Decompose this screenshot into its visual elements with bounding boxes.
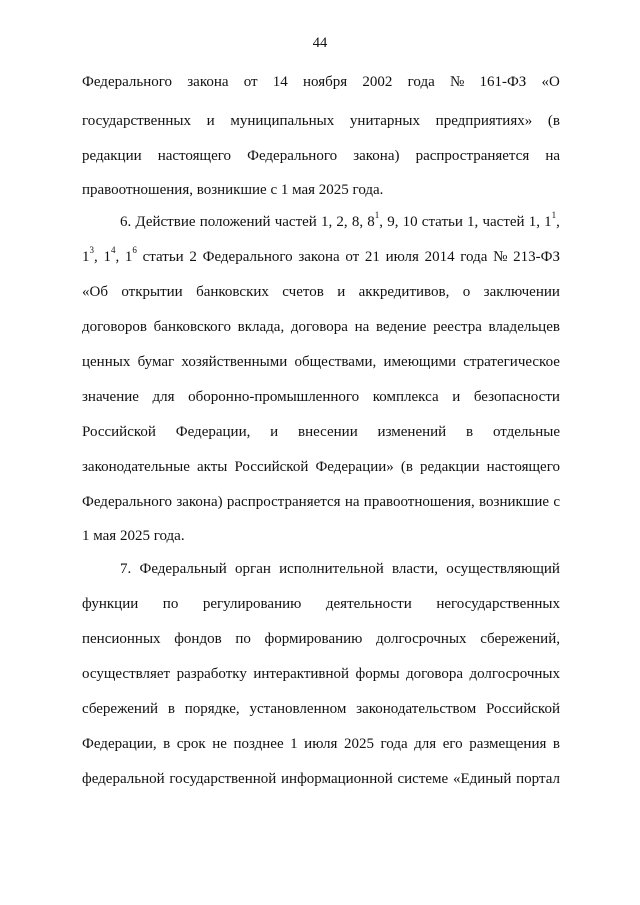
- word: года: [380, 736, 408, 752]
- word: в: [167, 701, 175, 717]
- word: договора: [406, 666, 464, 682]
- word: закона: [298, 249, 340, 265]
- word: Федерации,: [175, 424, 251, 440]
- word: орган: [235, 561, 271, 577]
- text-line: [82, 110, 560, 132]
- text-line: [82, 316, 560, 338]
- word: года: [407, 74, 435, 90]
- word: 1: [290, 736, 298, 752]
- word: Российской: [486, 701, 560, 717]
- word: и: [206, 113, 215, 129]
- text-line: [120, 211, 560, 233]
- word: Федерального: [82, 494, 173, 510]
- word: фондов: [174, 631, 222, 647]
- line-text: правоотношения, возникшие с 1 мая 2025 года.: [82, 182, 384, 198]
- word: (в: [547, 113, 560, 129]
- word: 7.: [120, 561, 132, 577]
- word: и: [452, 389, 461, 405]
- word: ценных: [82, 354, 131, 370]
- word: частей: [274, 214, 317, 230]
- word: не: [212, 736, 227, 752]
- word: Федерального: [202, 249, 293, 265]
- word: его: [442, 736, 463, 752]
- word: регулированию: [202, 596, 302, 612]
- word: 21: [364, 249, 380, 265]
- word: в: [163, 736, 171, 752]
- word: года: [460, 249, 488, 265]
- text-line: [82, 456, 560, 478]
- word: владельцев: [488, 319, 560, 335]
- word: на: [354, 319, 370, 335]
- word: 1,: [528, 214, 540, 230]
- word: функции: [82, 596, 139, 612]
- word: срок: [176, 736, 206, 752]
- word: на: [545, 148, 560, 164]
- page-number: 44: [312, 35, 328, 51]
- word: унитарных: [349, 113, 420, 129]
- word: размещения: [469, 736, 547, 752]
- word: редакции: [419, 459, 480, 475]
- text-line: [82, 768, 560, 790]
- word: реестра: [433, 319, 482, 335]
- word: порядке,: [184, 701, 240, 717]
- word: стратегическое: [463, 354, 560, 370]
- word: в: [466, 424, 474, 440]
- word: Федерации»: [315, 459, 394, 475]
- text-line: [82, 145, 560, 167]
- word: 1,: [321, 214, 333, 230]
- word: «Единый: [452, 771, 512, 787]
- word: законодательством: [356, 701, 477, 717]
- text-line: [82, 698, 560, 720]
- text-line: [82, 71, 560, 93]
- word: 9,: [387, 214, 399, 230]
- word: счетов: [282, 284, 324, 300]
- word: 2: [189, 249, 197, 265]
- word: Федеральный: [139, 561, 227, 577]
- word: 161-ФЗ: [479, 74, 527, 90]
- word: правоотношения,: [363, 494, 475, 510]
- word: осуществляет: [82, 666, 171, 682]
- word: Федерального: [247, 148, 338, 164]
- word: установленном: [249, 701, 347, 717]
- text-line: [82, 179, 560, 201]
- word: осуществляющий: [446, 561, 560, 577]
- word: отдельные: [492, 424, 560, 440]
- word: $1^4$,: [103, 245, 120, 265]
- word: 213-ФЗ: [513, 249, 560, 265]
- word: $1^6$: [124, 245, 137, 265]
- word: позднее: [233, 736, 284, 752]
- word: формы: [355, 666, 400, 682]
- word: договоров: [82, 319, 147, 335]
- word: июля: [385, 249, 419, 265]
- word: обществами,: [294, 354, 377, 370]
- word: распространяется: [415, 148, 530, 164]
- word: $1^1$,: [544, 210, 560, 230]
- word: Федерального: [82, 74, 173, 90]
- text-line: [82, 281, 560, 303]
- word: закона): [176, 494, 223, 510]
- word: оборонно-промышленного: [188, 389, 360, 405]
- word: возникшие: [479, 494, 550, 510]
- word: и: [270, 424, 279, 440]
- word: Федерации,: [82, 736, 157, 752]
- word: внесении: [298, 424, 358, 440]
- word: разработку: [176, 666, 247, 682]
- word: открытии: [121, 284, 183, 300]
- word: исполнительной: [279, 561, 384, 577]
- word: информационной: [281, 771, 393, 787]
- word: комплекса: [372, 389, 439, 405]
- word: ведение: [375, 319, 427, 335]
- word: (в: [400, 459, 413, 475]
- word: настоящего: [157, 148, 232, 164]
- word: банковских: [196, 284, 269, 300]
- word: 2002: [362, 74, 393, 90]
- word: закона: [187, 74, 229, 90]
- word: акты: [196, 459, 228, 475]
- word: положений: [199, 214, 271, 230]
- word: 10: [402, 214, 418, 230]
- word: портал: [516, 771, 560, 787]
- word: для: [414, 736, 437, 752]
- word: от: [243, 74, 258, 90]
- word: статьи: [142, 249, 184, 265]
- word: сбережений,: [480, 631, 560, 647]
- word: деятельности: [325, 596, 412, 612]
- word: 1,: [467, 214, 479, 230]
- word: статьи: [421, 214, 463, 230]
- text-line: [82, 386, 560, 408]
- word: значение: [82, 389, 139, 405]
- word: «Об: [82, 284, 108, 300]
- word: закона): [353, 148, 400, 164]
- word: 2,: [336, 214, 348, 230]
- word: вклада,: [237, 319, 285, 335]
- word: Действие: [135, 214, 196, 230]
- text-line: [82, 733, 560, 755]
- word: власти,: [391, 561, 439, 577]
- word: банковского: [153, 319, 231, 335]
- word: $1^3$,: [82, 245, 98, 265]
- text-line: [82, 525, 560, 547]
- word: редакции: [82, 148, 142, 164]
- word: имеющими: [383, 354, 456, 370]
- word: для: [152, 389, 175, 405]
- word: и: [337, 284, 346, 300]
- word: муниципальных: [230, 113, 335, 129]
- word: формированию: [264, 631, 363, 647]
- text-line: [82, 246, 560, 268]
- text-line: [82, 628, 560, 650]
- text-line: [82, 421, 560, 443]
- word: по: [162, 596, 179, 612]
- word: о: [462, 284, 471, 300]
- word: бумаг: [137, 354, 175, 370]
- word: договора: [290, 319, 348, 335]
- word: 14: [272, 74, 288, 90]
- word: по: [235, 631, 251, 647]
- word: государственных: [82, 113, 191, 129]
- text-line: [120, 558, 560, 580]
- word: июля: [304, 736, 338, 752]
- word: «О: [541, 74, 560, 90]
- word: частей: [482, 214, 525, 230]
- word: на: [344, 494, 360, 510]
- word: Российской: [234, 459, 309, 475]
- word: законодательные: [82, 459, 190, 475]
- word: №: [449, 74, 465, 90]
- word: настоящего: [486, 459, 560, 475]
- word: изменений: [377, 424, 447, 440]
- word: с: [553, 494, 560, 510]
- word: $8^1$,: [367, 210, 384, 230]
- word: распространяется: [226, 494, 341, 510]
- text-line: [82, 593, 560, 615]
- word: безопасности: [473, 389, 560, 405]
- word: пенсионных: [82, 631, 161, 647]
- word: в: [552, 736, 560, 752]
- word: заключении: [483, 284, 560, 300]
- word: Российской: [82, 424, 156, 440]
- word: 8,: [351, 214, 364, 230]
- line-text: 1 мая 2025 года.: [82, 528, 185, 544]
- text-line: [82, 663, 560, 685]
- text-line: [82, 491, 560, 513]
- word: 2025: [343, 736, 374, 752]
- word: предприятиях»: [435, 113, 533, 129]
- word: ноября: [303, 74, 348, 90]
- word: аккредитивов,: [358, 284, 450, 300]
- word: от: [345, 249, 360, 265]
- word: системе: [397, 771, 449, 787]
- word: 2014: [424, 249, 455, 265]
- word: интерактивной: [253, 666, 350, 682]
- word: долгосрочных: [376, 631, 467, 647]
- word: хозяйственными: [181, 354, 288, 370]
- word: долгосрочных: [469, 666, 560, 682]
- word: государственной: [169, 771, 277, 787]
- word: сбережений: [82, 701, 158, 717]
- text-line: [82, 351, 560, 373]
- word: №: [493, 249, 508, 265]
- word: негосударственных: [436, 596, 560, 612]
- word: 6.: [120, 214, 132, 230]
- word: федеральной: [82, 771, 165, 787]
